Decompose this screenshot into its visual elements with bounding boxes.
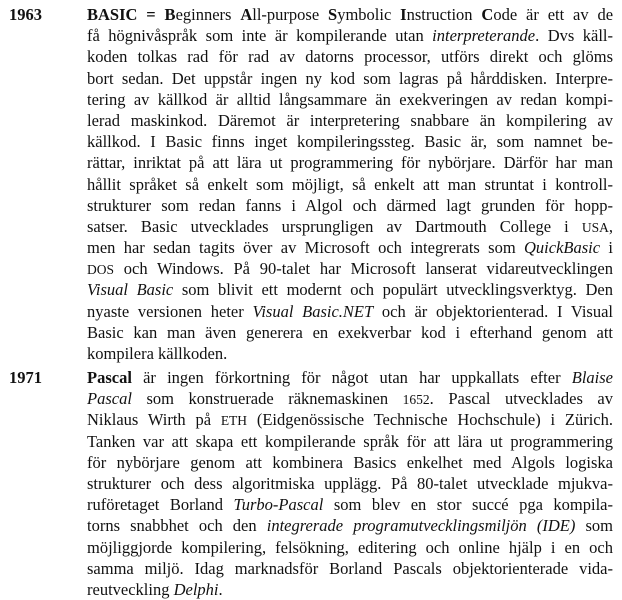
text-segment: nyaste versionen heter [87, 301, 253, 321]
entry-year: 1971 [9, 368, 42, 387]
text-line [87, 237, 613, 258]
italic-text: Visual Basic.NET [252, 301, 374, 321]
bold-text: S [328, 5, 338, 24]
text-line [87, 25, 613, 46]
text-line [87, 343, 613, 364]
text-segment: som [575, 516, 613, 536]
text-segment: Basic kan man även generera en exekverbar kod i efterhand genom att [87, 322, 613, 342]
text-line [87, 452, 613, 473]
text-segment: nstruction [406, 5, 482, 24]
text-line [87, 494, 613, 515]
text-segment: lerad maskinkod. Däremot är interpretering snabbare än kompilering av [87, 110, 613, 130]
small-caps-text: USA [581, 219, 609, 235]
text-segment: i [600, 238, 613, 258]
text-segment: som blev en stor succé pga kompila- [323, 495, 613, 515]
text-segment: för nybörjare genom att kombinera Basics enkelhet med Algols logiska [87, 452, 613, 472]
text-segment: som konstruerade räknemaskinen [131, 389, 403, 409]
text-segment: hållit språket så enkelt som möjligt, så enkelt att man struntat i kontroll- [87, 174, 613, 194]
text-segment: (Eidgenössische Technische Hochschule) i Zürich. [247, 410, 613, 430]
text-line [87, 131, 613, 152]
italic-text: QuickBasic [524, 238, 601, 258]
text-segment: är ingen förkortning för något utan har uppkallats efter [131, 368, 572, 387]
text-line [87, 68, 613, 89]
text-segment: koden tolkas rad för rad av datorns processor, utförs direkt och glöms [87, 47, 613, 67]
text-line [87, 473, 613, 494]
text-line [87, 174, 613, 195]
bold-text: A [240, 5, 253, 24]
text-segment: Niklaus Wirth på [87, 410, 221, 430]
entry-year: 1963 [9, 5, 42, 24]
text-segment: . Dvs käll- [535, 26, 614, 46]
text-line [87, 301, 613, 322]
text-segment: ymbolic [337, 5, 401, 24]
text-segment: och är objektorienterad. I Visual [373, 301, 613, 321]
text-segment: , [608, 216, 613, 236]
text-segment: Tanken var att skapa ett kompilerande språk för att lära ut programmering [87, 431, 613, 451]
text-line [87, 409, 613, 430]
text-segment: bort sedan. Det uppstår ingen ny kod som lagras på hårddisken. Interpre- [87, 68, 613, 88]
text-segment: tering av källkod är alltid långsammare än exekveringen av redan kompi- [87, 89, 613, 109]
bold-text: BASIC = B [87, 5, 176, 24]
italic-text: Visual Basic [87, 280, 174, 300]
text-segment: källkod. I Basic finns inget kompileringssteg. Basic är, som namnet be- [87, 132, 613, 152]
text-segment: men har sedan tagits över av Microsoft och integrerats som [87, 238, 525, 258]
text-line [87, 322, 613, 343]
bold-text: I [400, 5, 407, 24]
bold-text: Pascal [87, 368, 132, 387]
text-line [87, 558, 613, 579]
text-line [87, 279, 613, 300]
italic-text: integrerade programutvecklingsmiljön (IDE) [266, 516, 576, 536]
entry-body [87, 367, 613, 600]
text-segment: . [218, 579, 223, 599]
text-line [87, 4, 613, 25]
text-segment: strukturer som redan fanns i Algol och därmed lagt grunden för hopp- [87, 195, 613, 215]
entry-body [87, 4, 613, 364]
text-line [87, 152, 613, 173]
text-segment: och Windows. På 90-talet har Microsoft lanserat vidareutvecklingen [114, 259, 613, 279]
italic-text: Pascal [87, 389, 132, 409]
text-segment: ruföretaget Borland [87, 495, 234, 515]
italic-text: Delphi [173, 579, 219, 599]
text-line [87, 258, 613, 279]
text-segment: reutveckling [87, 579, 174, 599]
text-line [87, 388, 613, 409]
small-caps-text: ETH [220, 413, 248, 429]
italic-text: Blaise [571, 368, 613, 387]
bold-text: C [481, 5, 494, 24]
text-line [87, 537, 613, 558]
text-segment: ll-purpose [252, 5, 329, 24]
text-segment: strukturer och dess algoritmiska upplägg. På 80-talet utvecklade mjukva- [87, 473, 613, 493]
text-segment: kompilera källkoden. [87, 344, 228, 363]
text-line [87, 110, 613, 131]
text-segment: få högnivåspråk som inte är kompilerande utan [87, 26, 433, 46]
text-line [87, 367, 613, 388]
text-segment: . Pascal utvecklades av [429, 389, 613, 409]
text-segment: som blivit ett modernt och populärt utvecklingsverktyg. Den [173, 280, 613, 300]
text-line [87, 431, 613, 452]
text-segment: ode är ett av de [493, 5, 614, 24]
text-segment: möjliggjorde kompilering, felsökning, editering och online hjälp i en och [87, 537, 613, 557]
text-segment: torns snabbhet och den [87, 516, 267, 536]
text-line [87, 46, 613, 67]
italic-text: interpreterande [432, 26, 536, 46]
text-line [87, 579, 613, 600]
text-segment: rättar, inriktat på att lära ut programmering för nybörjare. Därför har man [87, 153, 613, 173]
text-segment: eginners [175, 5, 241, 24]
text-line [87, 216, 613, 237]
small-caps-text: DOS [87, 262, 115, 278]
text-line [87, 89, 613, 110]
text-line [87, 195, 613, 216]
italic-text: Turbo-Pascal [233, 495, 324, 515]
text-segment: satser. Basic utvecklades ursprungligen av Dartmouth College i [87, 216, 582, 236]
text-segment: samma miljö. Idag marknadsför Borland Pascals objektorienterade vida- [87, 558, 613, 578]
small-caps-text: 1652 [402, 392, 430, 408]
text-line [87, 515, 613, 536]
